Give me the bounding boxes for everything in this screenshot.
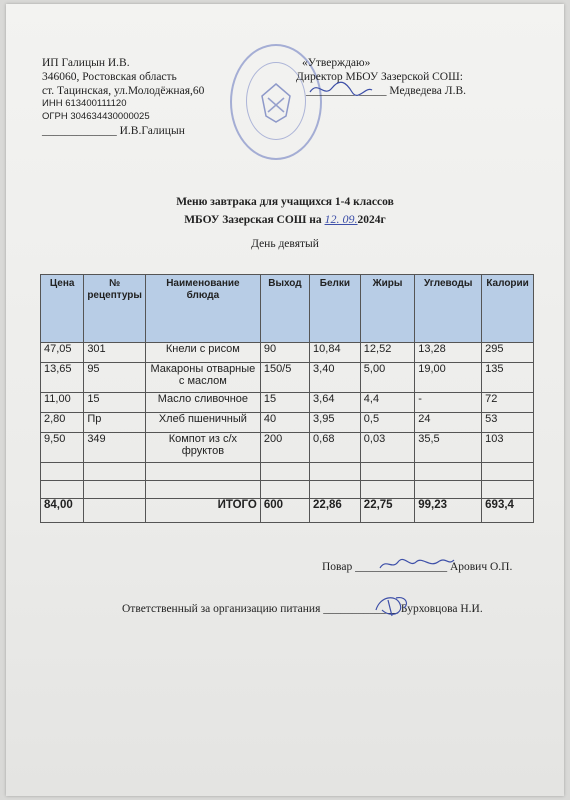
cell-proteins: 0,68 bbox=[310, 433, 361, 463]
table-header-row bbox=[41, 275, 534, 343]
cell-recipe: 15 bbox=[84, 393, 146, 413]
cell-yield: 90 bbox=[260, 343, 309, 363]
empty-row bbox=[41, 481, 534, 499]
responsible-name: Бурховцова Н.И. bbox=[400, 603, 483, 615]
total-label: ИТОГО bbox=[145, 499, 260, 523]
cell-dish: Хлеб пшеничный bbox=[145, 413, 260, 433]
cell-price: 9,50 bbox=[41, 433, 84, 463]
responsible-label: Ответственный за организацию питания bbox=[122, 603, 321, 615]
org-signature-line: _____________ И.В.Галицын bbox=[42, 125, 185, 137]
cell-fats: 0,5 bbox=[360, 413, 414, 433]
cell-calories: 103 bbox=[482, 433, 534, 463]
approve-label: «Утверждаю» bbox=[302, 57, 371, 69]
responsible-signature-row bbox=[122, 602, 483, 616]
cell-proteins: 10,84 bbox=[310, 343, 361, 363]
col-dish-name: Наименование блюда bbox=[145, 275, 260, 343]
responsible-line: _____________ bbox=[323, 603, 398, 615]
org-name: ИП Галицын И.В. bbox=[42, 57, 130, 69]
total-row bbox=[41, 499, 534, 523]
cook-name: Арович О.П. bbox=[449, 561, 513, 573]
col-price: Цена bbox=[41, 275, 84, 343]
cell-calories: 53 bbox=[482, 413, 534, 433]
cell-recipe: 95 bbox=[84, 363, 146, 393]
cook-signature bbox=[376, 554, 456, 574]
cell-proteins: 3,95 bbox=[310, 413, 361, 433]
cell-yield: 40 bbox=[260, 413, 309, 433]
org-address-region: 346060, Ростовская область bbox=[42, 71, 177, 83]
org-ogrn: ОГРН 304634430000025 bbox=[42, 111, 150, 122]
cell-proteins: 3,64 bbox=[310, 393, 361, 413]
cell-price: 2,80 bbox=[41, 413, 84, 433]
table-row bbox=[41, 393, 534, 413]
cell-carbs: 35,5 bbox=[415, 433, 482, 463]
cell-carbs: - bbox=[415, 393, 482, 413]
table-row bbox=[41, 363, 534, 393]
table-row bbox=[41, 413, 534, 433]
total-recipe bbox=[84, 499, 146, 523]
cell-yield: 200 bbox=[260, 433, 309, 463]
cell-proteins: 3,40 bbox=[310, 363, 361, 393]
cell-recipe: 349 bbox=[84, 433, 146, 463]
document-page bbox=[6, 4, 564, 796]
cell-dish: Макароны отварные с маслом bbox=[145, 363, 260, 393]
menu-title: Меню завтрака для учащихся 1-4 классов bbox=[176, 196, 394, 208]
cell-yield: 150/5 bbox=[260, 363, 309, 393]
menu-table bbox=[40, 274, 534, 523]
cell-recipe: 301 bbox=[84, 343, 146, 363]
total-fats: 22,75 bbox=[360, 499, 414, 523]
cell-dish: Масло сливочное bbox=[145, 393, 260, 413]
director-signature bbox=[306, 78, 376, 100]
total-calories: 693,4 bbox=[482, 499, 534, 523]
cell-recipe: Пр bbox=[84, 413, 146, 433]
cell-carbs: 24 bbox=[415, 413, 482, 433]
school-label: МБОУ Зазерская СОШ на bbox=[184, 214, 325, 226]
day-label: День девятый bbox=[251, 238, 319, 250]
responsible-signature bbox=[370, 592, 416, 620]
cell-yield: 15 bbox=[260, 393, 309, 413]
col-yield: Выход bbox=[260, 275, 309, 343]
col-fats: Жиры bbox=[360, 275, 414, 343]
cell-carbs: 19,00 bbox=[415, 363, 482, 393]
total-price: 84,00 bbox=[41, 499, 84, 523]
empty-row bbox=[41, 463, 534, 481]
director-position: Директор МБОУ Зазерской СОШ: bbox=[296, 71, 463, 83]
cell-fats: 4,4 bbox=[360, 393, 414, 413]
year-label: 2024г bbox=[357, 214, 386, 226]
cell-price: 13,65 bbox=[41, 363, 84, 393]
cell-dish: Кнели с рисом bbox=[145, 343, 260, 363]
cook-label: Повар bbox=[322, 561, 353, 573]
cook-line: ________________ bbox=[355, 561, 448, 573]
table-row bbox=[41, 433, 534, 463]
cell-calories: 135 bbox=[482, 363, 534, 393]
cell-fats: 12,52 bbox=[360, 343, 414, 363]
director-signature-line: ______________ Медведева Л.В. bbox=[306, 85, 467, 97]
cell-dish: Компот из с/х фруктов bbox=[145, 433, 260, 463]
menu-date: 12. 09. bbox=[324, 212, 358, 226]
col-carbs: Углеводы bbox=[415, 275, 482, 343]
cell-fats: 0,03 bbox=[360, 433, 414, 463]
cell-price: 11,00 bbox=[41, 393, 84, 413]
menu-subtitle bbox=[6, 212, 564, 227]
cell-calories: 295 bbox=[482, 343, 534, 363]
total-yield: 600 bbox=[260, 499, 309, 523]
org-address-street: ст. Тацинская, ул.Молодёжная,60 bbox=[42, 85, 205, 97]
col-calories: Калории bbox=[482, 275, 534, 343]
org-inn: ИНН 613400111120 bbox=[42, 98, 127, 109]
col-recipe-number: № рецептуры bbox=[84, 275, 146, 343]
col-proteins: Белки bbox=[310, 275, 361, 343]
total-proteins: 22,86 bbox=[310, 499, 361, 523]
cell-price: 47,05 bbox=[41, 343, 84, 363]
cell-calories: 72 bbox=[482, 393, 534, 413]
cell-fats: 5,00 bbox=[360, 363, 414, 393]
table-row bbox=[41, 343, 534, 363]
cell-carbs: 13,28 bbox=[415, 343, 482, 363]
total-carbs: 99,23 bbox=[415, 499, 482, 523]
